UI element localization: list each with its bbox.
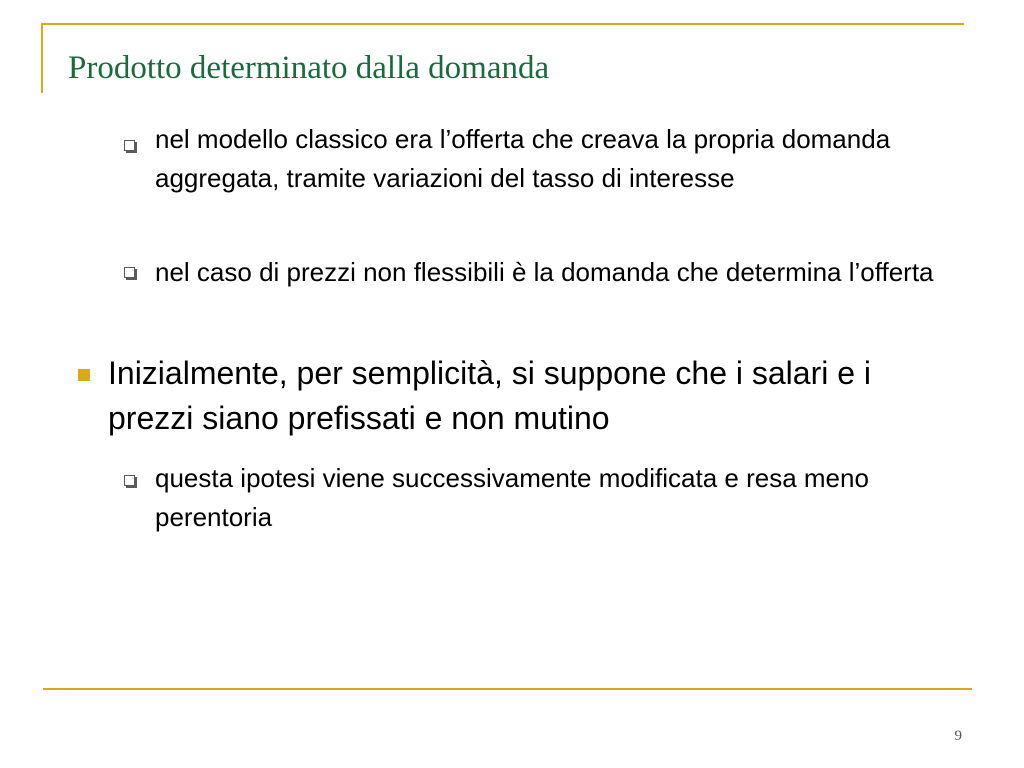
top-rule [43, 23, 964, 25]
slide-title: Prodotto determinato dalla domanda [68, 50, 550, 86]
hollow-square-bullet-icon [124, 267, 135, 278]
bullet-item: nel modello classico era l’offerta che creava la propria domanda aggregata, tramite variazioni del tasso di interesse [155, 124, 891, 193]
left-rule [41, 23, 43, 93]
hollow-square-bullet-icon [124, 475, 135, 486]
bullet-item: nel caso di prezzi non flessibili è la domanda che determina l’offerta [155, 257, 934, 287]
hollow-square-bullet-icon [124, 140, 135, 151]
filled-square-bullet-icon [78, 369, 90, 381]
page-number: 9 [954, 728, 962, 744]
footer-rule [43, 688, 972, 690]
bullet-item: Inizialmente, per semplicità, si suppone che i salari e i prezzi siano prefissati e non mutino [108, 355, 872, 436]
bullet-item: questa ipotesi viene successivamente modificata e resa meno perentoria [155, 463, 869, 532]
